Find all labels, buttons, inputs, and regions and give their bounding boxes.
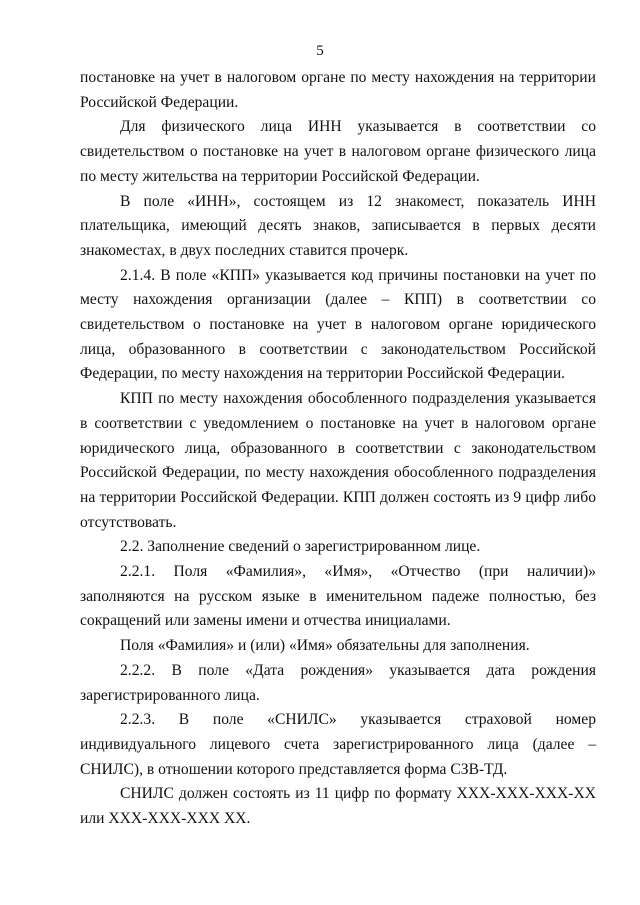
page-number: 5 — [316, 43, 324, 59]
paragraph-continuation: постановке на учет в налоговом органе по месту нахождения на территории Российской Федерации. — [80, 69, 596, 111]
paragraph-inn-individual: Для физического лица ИНН указывается в соответствии со свидетельством о постановке на учет в налоговом органе физического лица по месту жительства на территории Российской Федерации. — [80, 118, 596, 185]
paragraph-names-required: Поля «Фамилия» и (или) «Имя» обязательны для заполнения. — [120, 637, 530, 655]
paragraph-snils-format: СНИЛС должен состоять из 11 цифр по формату ХХХ-ХХХ-ХХХ-ХХ или ХХХ-ХХХ-ХХХ ХХ. — [80, 785, 596, 828]
document-body — [80, 66, 596, 832]
paragraph-kpp-subdivision: КПП по месту нахождения обособленного подразделения указывается в соответствии с уведомлением о постановке на учет в налоговом органе юридического лица, образованного в соответствии с законодательством Российской Федерации, по месту нахождения обособленного подразделения на территории Российской Федерации. КПП должен состоять из 9 цифр либо отсутствовать. — [80, 390, 596, 531]
paragraph-2-2-1-names: 2.2.1. Поля «Фамилия», «Имя», «Отчество (при наличии)» заполняются на русском языке в именительном падеже полностью, без сокращений или замены имени и отчества инициалами. — [80, 563, 596, 630]
paragraph-inn-field: В поле «ИНН», состоящем из 12 знакомест, показатель ИНН плательщика, имеющий десять знаков, записывается в первых десяти знакоместах, в двух последних ставится прочерк. — [80, 192, 596, 259]
paragraph-2-2-heading: 2.2. Заполнение сведений о зарегистрированном лице. — [120, 538, 481, 556]
paragraph-2-1-4-kpp: 2.1.4. В поле «КПП» указывается код причины постановки на учет по месту нахождения организации (далее – КПП) в соответствии со свидетельством о постановке на учет в налоговом органе юридического лица, образованного в соответствии с законодательством Российской Федерации, по месту нахождения на территории Российской Федерации. — [80, 266, 596, 383]
paragraph-2-2-2-birthdate: 2.2.2. В поле «Дата рождения» указывается дата рождения зарегистрированного лица. — [80, 661, 596, 704]
paragraph-2-2-3-snils: 2.2.3. В поле «СНИЛС» указывается страховой номер индивидуального лицевого счета зарегистрированного лица (далее – СНИЛС), в отношении которого представляется форма СЗВ-ТД. — [80, 711, 596, 778]
